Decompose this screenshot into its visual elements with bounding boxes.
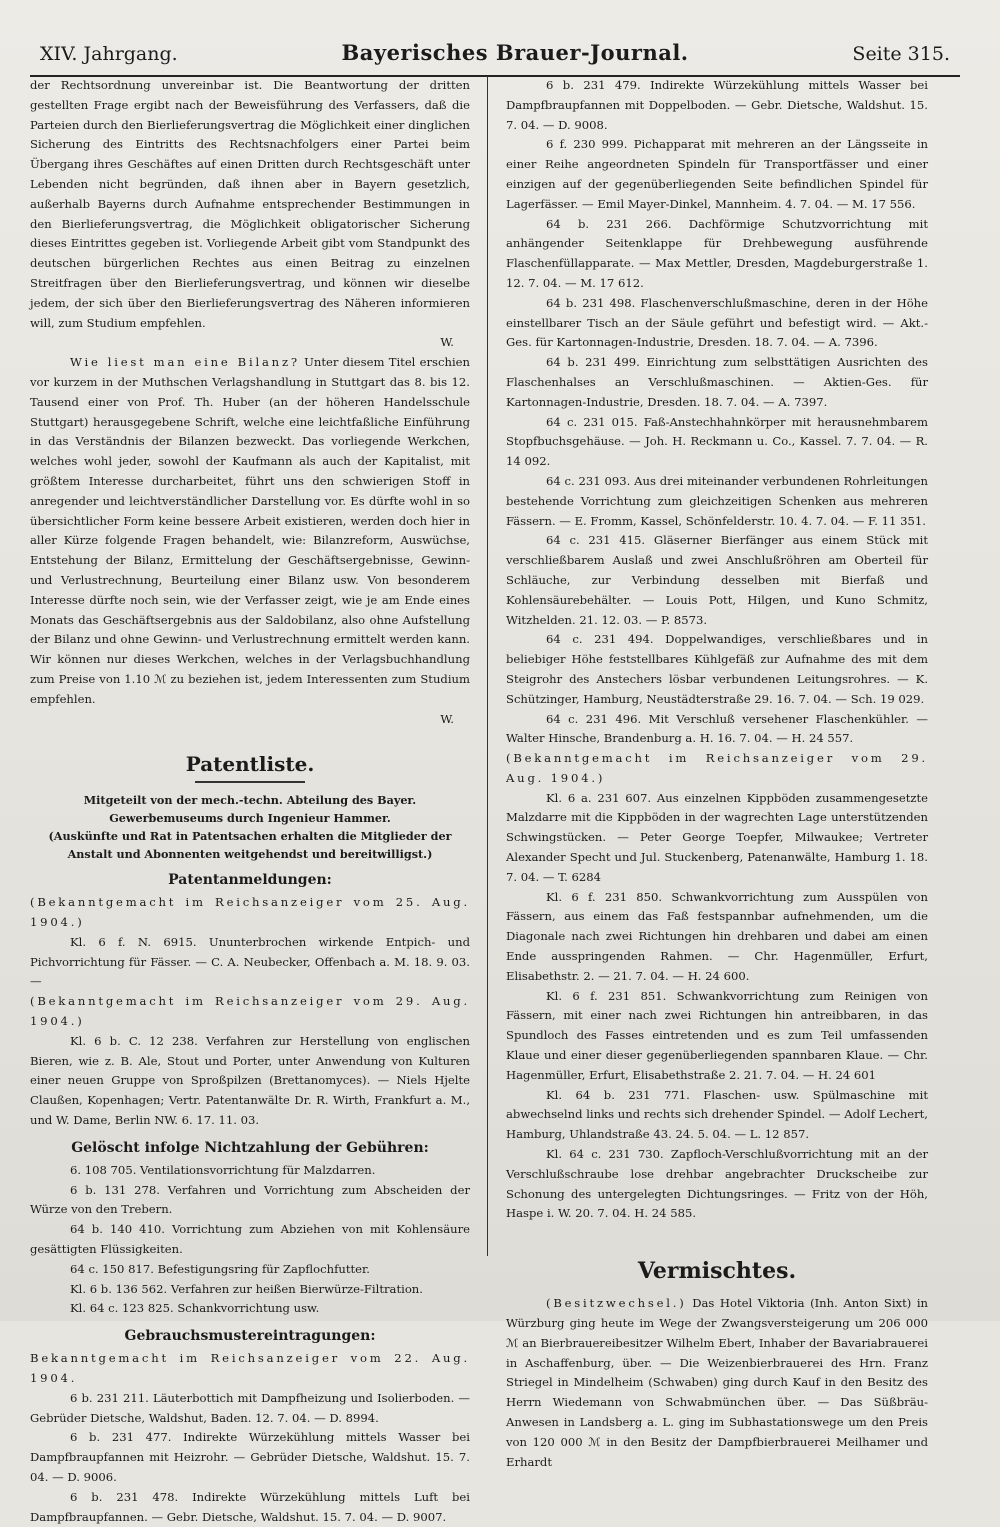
page-number: Seite 315. (852, 43, 950, 65)
signature: W. (440, 335, 454, 350)
announcement-line: Bekanntgemacht im Reichsanzeiger vom 22. Aug. 1904. (30, 1351, 470, 1386)
anmeldungen-title: Patentanmeldungen: (168, 872, 332, 889)
vermischtes-article: (Besitzwechsel.) Das Hotel Viktoria (Inh. Anton Sixt) in Würzburg ging heute im Wege der Zwangsversteigerung um 206 000 ℳ an Bierbrauereibesitzer Wilhelm Ebert, Inhaber der Bavariabrauerei in Aschaffenburg, über. — Die Weizenbierbrauerei des Hrn. Franz Striegel in Mindelheim (Schwaben) ging durch Kauf in den Besitz des Herrn Wiedemann von Schwabmünchen über. — Das Süßbräu-Anwesen in Landsberg a. L. ging im Subhastationswege um den Preis von 120 000 ℳ in den Besitz der Dampfbierbrauerei Meilhamer und Erhardt (506, 1296, 928, 1469)
left-column (30, 76, 470, 1524)
utility-entry: 64 c. 231 494. Doppelwandiges, verschließbares und in beliebiger Höhe feststellbares Kühlgefäß zur Aufnahme des mit dem Steigrohr des Anstechers lösbar verbundenen Leitungsrohres. — K. Schützinger, Hamburg, Neustädterstraße 29. 16. 7. 04. — Sch. 19 029. (506, 632, 928, 706)
utility-entry: 6 b. 231 211. Läuterbottich mit Dampfheizung und Isolierboden. — Gebrüder Dietsche, Waldshut, Baden. 12. 7. 04. — D. 8994. (30, 1390, 470, 1425)
deleted-entry: 64 b. 140 410. Vorrichtung zum Abziehen von mit Kohlensäure gesättigten Flüssigkeiten. (30, 1222, 470, 1257)
utility-entry: Kl. 6 f. 231 851. Schwankvorrichtung zum Reinigen von Fässern, mit einer nach zwei Richtungen hin antreibbaren, in das Spundloch des Fasses eintretenden und es zum Teil umfassenden Klaue und einer dieser gegenüberliegenden spannbaren Klaue. — Chr. Hagenmüller, Erfurt, Elisabethstraße 2. 21. 7. 04. — H. 24 601 (506, 988, 928, 1082)
utility-entry: 64 c. 231 415. Gläserner Bierfänger aus einem Stück mit verschließbarem Auslaß und zwei Anschlußröhren am Oberteil für Schläuche, zur Verbindung desselben mit Bierfaß und Kohlensäurebehälter. — Louis Pott, Hilgen, und Kuno Schmitz, Witzhelden. 21. 12. 03. — P. 8573. (506, 533, 928, 627)
deleted-entry: 6 b. 131 278. Verfahren und Vorrichtung zum Abscheiden der Würze von den Trebern. (30, 1182, 470, 1217)
utility-entry: 64 c. 231 093. Aus drei miteinander verbundenen Rohrleitungen bestehende Vorrichtung zum gleichzeitigen Schenken aus mehreren Fässern. — E. Fromm, Kassel, Schönfelderstr. 10. 4. 7. 04. — F. 11 351. (506, 473, 928, 528)
utility-entry: Kl. 64 b. 231 771. Flaschen- usw. Spülmaschine mit abwechselnd links und rechts sich drehender Spindel. — Adolf Lechert, Hamburg, Uhlandstraße 43. 24. 5. 04. — L. 12 857. (506, 1087, 928, 1142)
announcement-line: (Bekanntgemacht im Reichsanzeiger vom 29. Aug. 1904.) (506, 751, 928, 785)
utility-entry: 64 b. 231 499. Einrichtung zum selbsttätigen Ausrichten des Flaschenhalses an Verschlußmaschinen. — Aktien-Ges. für Kartonnagen-Industrie, Dresden. 18. 7. 04. — A. 7397. (506, 355, 928, 409)
utility-entry: 6 b. 231 479. Indirekte Würzekühlung mittels Wasser bei Dampfbraupfannen mit Doppelboden. — Gebr. Dietsche, Waldshut. 15. 7. 04. — D. 9008. (506, 78, 928, 132)
utility-entry: Kl. 64 c. 231 730. Zapfloch-Verschlußvorrichtung mit an der Verschlußschraube lose drehbar angebrachter Druckscheibe zur Schonung des untergelegten Dichtungsringes. — Fritz von der Höh, Haspe i. W. 20. 7. 04. H. 24 585. (506, 1147, 928, 1221)
column-divider (487, 76, 488, 1256)
utility-entry: Kl. 6 a. 231 607. Aus einzelnen Kippböden zusammengesetzte Malzdarre mit die Kippböden in der wagrechten Lage unterstützenden Schwingstücken. — Peter George Toepfer, Milwaukee; Vertreter Alexander Specht und Jul. Stuckenberg, Patenanwälte, Hamburg 1. 18. 7. 04. — T. 6284 (506, 790, 928, 884)
patent-entry: Kl. 6 f. N. 6915. Ununterbrochen wirkende Entpich- und Pichvorrichtung für Fässer. — C. A. Neubecker, Offenbach a. M. 18. 9. 03. — (30, 934, 470, 989)
utility-entry: Kl. 6 f. 231 850. Schwankvorrichtung zum Ausspülen von Fässern, aus einem das Faß festspannbar aufnehmenden, um die Diagonale nach zwei Richtungen hin drehbaren und dabei am einen Ende ausspringenden Rahmen. — Chr. Hagenmüller, Erfurt, Elisabethstr. 2. — 21. 7. 04. — H. 24 600. (506, 889, 928, 983)
deleted-entry: Kl. 64 c. 123 825. Schankvorrichtung usw. (70, 1301, 320, 1316)
utility-entry: 64 b. 231 266. Dachförmige Schutzvorrichtung mit anhängender Seitenklappe für Drehbewegung ausführende Flaschenfüllapparate. — Max Mettler, Dresden, Magdeburgerstraße 1. 12. 7. 04. — M. 17 612. (506, 216, 928, 290)
deleted-entry: 6. 108 705. Ventilationsvorrichtung für Malzdarren. (70, 1162, 376, 1177)
utility-entry: 64 c. 231 496. Mit Verschluß versehener Flaschenkühler. — Walter Hinsche, Brandenburg a. H. 16. 7. 04. — H. 24 557. (506, 711, 928, 746)
utility-entry: 64 c. 231 015. Faß-Anstechhahnkörper mit herausnehmbarem Stopfbuchsgehäuse. — Joh. H. Reckmann u. Co., Kassel. 7. 7. 04. — R. 14 092. (506, 414, 928, 469)
title-rule (195, 781, 305, 783)
geloescht-title: Gelöscht infolge Nichtzahlung der Gebühren: (71, 1139, 429, 1156)
journal-title: Bayerisches Brauer-Journal. (341, 40, 689, 65)
deleted-entry: Kl. 6 b. 136 562. Verfahren zur heißen Bierwürze-Filtration. (70, 1281, 423, 1296)
patent-list-title: Patentliste. (185, 752, 315, 777)
gebrauchsmuster-title: Gebrauchsmustereintragungen: (124, 1328, 376, 1345)
vermischtes-title: Vermischtes. (637, 1258, 797, 1285)
bilanz-review: Wie liest man eine Bilanz? Unter diesem Titel erschien vor kurzem in der Muthschen Verlagshandlung in Stuttgart das 8. bis 12. Tausend einer von Prof. Th. Huber (an der höheren Handelsschule Stuttgart) herausgegebene Schrift, welche eine leichtfaßliche Einführung in das Verständnis der Bilanzen bezweckt. Das vorliegende Werkchen, welches wohl jeder, sowohl der Kaufmann als auch der Kapitalist, mit größtem Interesse durcharbeitet, führt uns den schwierigen Stoff in anregender und leichtverständlicher Darstellung vor. Es dürfte wohl in so übersichtlicher Form keine bessere Arbeit existieren, werden doch hier in aller Kürze folgende Fragen behandelt, wie: Bilanzreform, Auswüchse, Entstehung der Bilanz, Ermittelung der Geschäftsergebnisse, Gewinn- und Verlustrechnung, Beurteilung einer Bilanz usw. Von besonderem Interesse dürfte noch sein, wie der Verfasser zeigt, wie je am Ende eines Monats das Geschäftsergebnis aus der Saldobilanz, also ohne Aufstellung der Bilanz und ohne Gewinn- und Verlustrechnung ermittelt werden kann. Wir können nur dieses Werkchen, welches in der Verlagsbuchhandlung zum Preise von 1.10 ℳ zu beziehen ist, jedem Interessenten zum Studium empfehlen. W. (30, 353, 470, 729)
patent-note: (Auskünfte und Rat in Patentsachen erhalten die Mitglieder der Anstalt und Abonnenten weitgehendst und bereitwilligst.) (48, 829, 452, 862)
signature: W. (440, 711, 454, 726)
announcement-line: (Bekanntgemacht im Reichsanzeiger vom 25. Aug. 1904.) (30, 895, 470, 930)
page-header (40, 40, 950, 74)
bilanz-heading: Wie liest man eine Bilanz? (70, 355, 300, 370)
utility-entry: 6 b. 231 477. Indirekte Würzekühlung mittels Wasser bei Dampfbraupfannen mit Heizrohr. — Gebrüder Dietsche, Waldshut. 15. 7. 04. — D. 9006. (30, 1430, 470, 1485)
announcement-line: (Bekanntgemacht im Reichsanzeiger vom 29. Aug. 1904.) (30, 994, 470, 1029)
patent-entry: Kl. 6 b. C. 12 238. Verfahren zur Herstellung von englischen Bieren, wie z. B. Ale, Stout und Porter, unter Anwendung von Kulturen einer neuen Gruppe von Sproßpilzen (Brettanomyces). — Niels Hjelte Claußen, Kopenhagen; Vertr. Patentanwälte Dr. R. Wirth, Frankfurt a. M., und W. Dame, Berlin NW. 6. 17. 11. 03. (30, 1033, 470, 1128)
volume-label: XIV. Jahrgang. (40, 43, 178, 65)
continued-paragraph: der Rechtsordnung unvereinbar ist. Die Beantwortung der dritten gestellten Frage ergibt nach der Beweisführung des Verfassers, daß die Parteien durch den Bierlieferungsvertrag die Möglichkeit einer dinglichen Sicherung des Eintritts des Rechtsnachfolgers einer Partei beim Übergang ihres Geschäftes auf einen Dritten durch Rechtsgeschäft unter Lebenden nicht begründen, daß ihnen aber in Bayern gesetzlich, außerhalb Bayerns durch Aufnahme entsprechender Bestimmungen in den Bierlieferungsvertrag, die Möglichkeit obligatorischer Sicherung dieses Eintrittes gegeben ist. Vorliegende Arbeit gibt vom Standpunkt des deutschen bürgerlichen Rechtes aus einen Beitrag zu einzelnen Streitfragen über den Bierlieferungsvertrag, und können wir dieselbe jedem, der sich über den Bierlieferungsvertrag des Näheren informieren will, zum Studium empfehlen. W. (30, 76, 470, 353)
utility-entry: 64 b. 231 498. Flaschenverschlußmaschine, deren in der Höhe einstellbarer Tisch an der Säule geführt und befestigt wird. — Akt.-Ges. für Kartonnagen-Industrie, Dresden. 18. 7. 04. — A. 7396. (506, 295, 928, 350)
utility-entry: 6 f. 230 999. Pichapparat mit mehreren an der Längsseite in einer Reihe angeordneten Spindeln für Transportfässer und einer einzigen auf der gegenüberliegenden Seite befindlichen Spindel für Lagerfässer. — Emil Mayer-Dinkel, Mannheim. 4. 7. 04. — M. 17 556. (506, 137, 928, 211)
patent-credit: Mitgeteilt von der mech.-techn. Abteilung des Bayer. Gewerbemuseums durch Ingenieur Hammer. (83, 793, 417, 826)
deleted-entry: 64 c. 150 817. Befestigungsring für Zapflochfutter. (70, 1261, 370, 1276)
utility-entry: 6 b. 231 478. Indirekte Würzekühlung mittels Luft bei Dampfbraupfannen. — Gebr. Dietsche, Waldshut. 15. 7. 04. — D. 9007. (30, 1489, 470, 1524)
right-column (506, 76, 928, 1469)
article-label: (Besitzwechsel.) (546, 1296, 687, 1311)
